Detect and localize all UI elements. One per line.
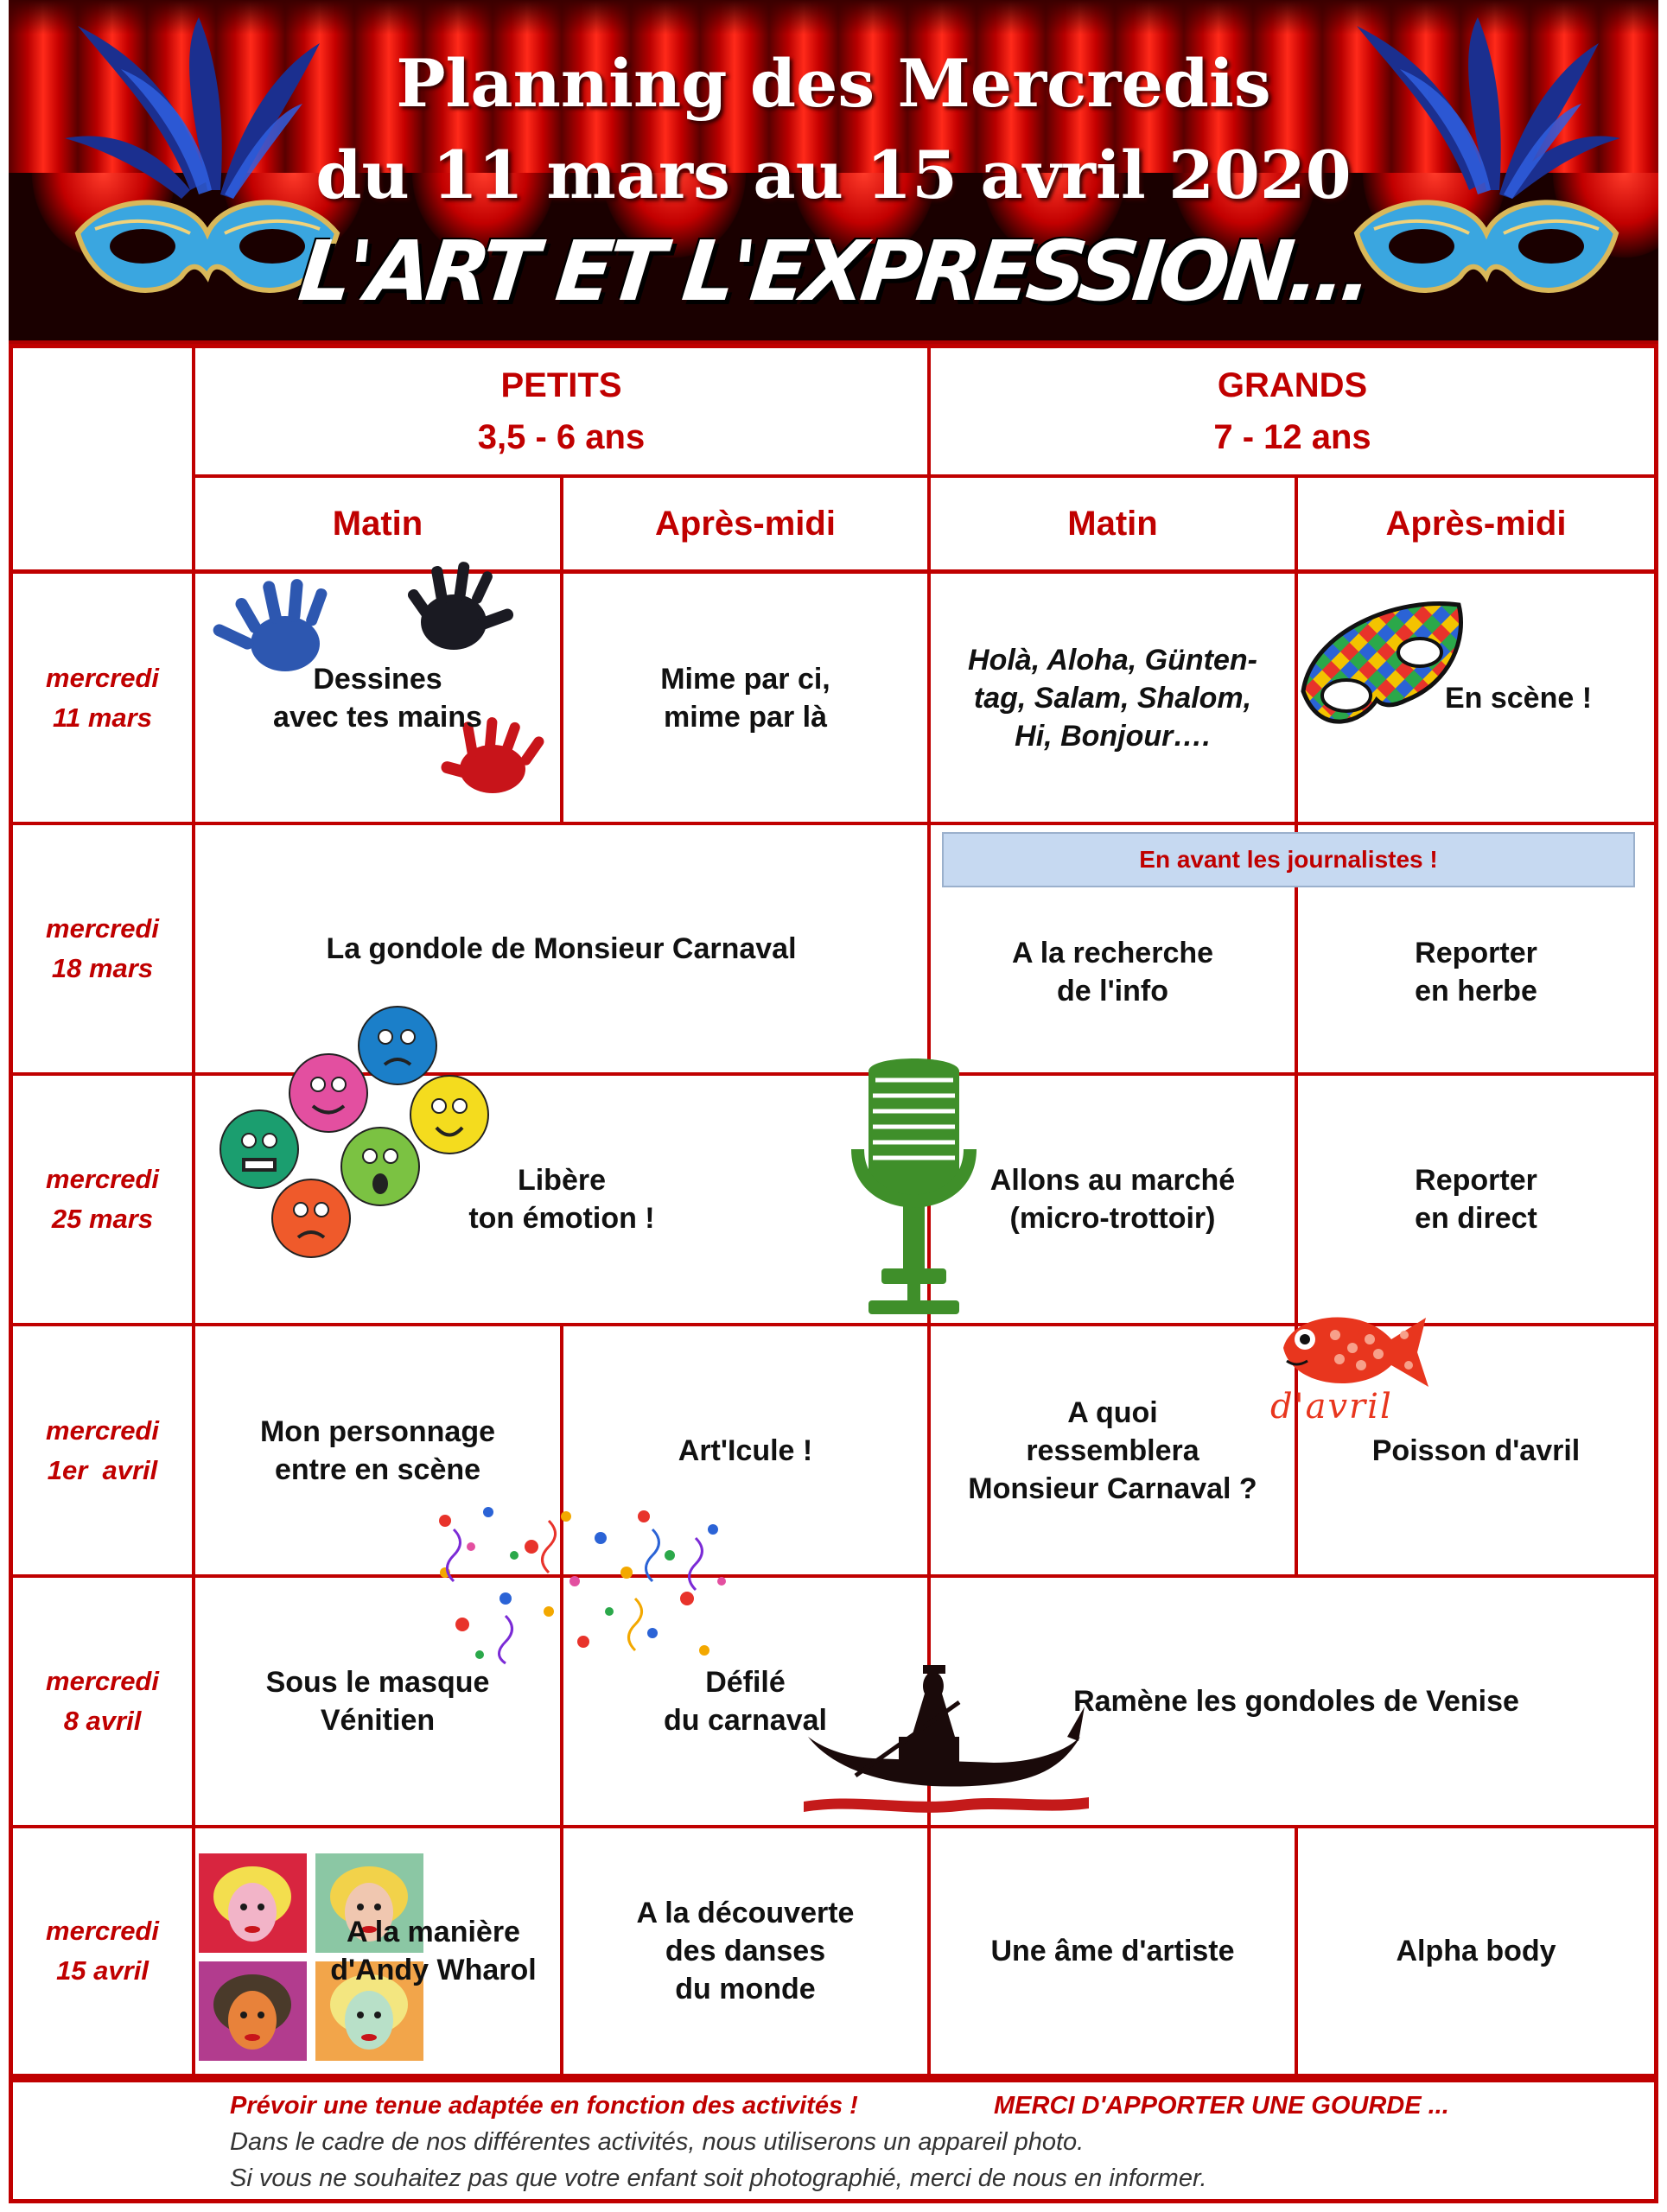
activity-text: Holà, Aloha, Günten- — [968, 643, 1257, 677]
activity-cell — [1298, 1326, 1654, 1574]
day-date: 11 mars — [53, 702, 152, 733]
day-label — [13, 1828, 192, 2074]
day-label — [13, 1076, 192, 1323]
day-date: 25 mars — [51, 1204, 154, 1234]
activity-cell — [195, 825, 927, 1072]
activity-text: de l'info — [1057, 975, 1168, 1007]
activity-cell — [195, 574, 560, 822]
activity-text: Hi, Bonjour…. — [1015, 719, 1211, 753]
group-ages: 3,5 - 6 ans — [477, 418, 646, 456]
footer-note-gourde: MERCI D'APPORTER UNE GOURDE ... — [994, 2092, 1449, 2120]
day-date: 18 mars — [51, 953, 154, 983]
activity-cell — [931, 574, 1295, 822]
day-weekday: mercredi — [46, 913, 159, 944]
day-date: 8 avril — [63, 1706, 142, 1736]
activity-text: Allons au marché — [989, 1164, 1236, 1197]
activity-cell — [307, 1828, 560, 2074]
slot-header-petits-matin: Matin — [332, 505, 423, 543]
activity-cell — [1020, 1578, 1573, 1825]
activity-text: en direct — [1415, 1202, 1537, 1235]
theme-title: L'ART ET L'EXPRESSION... — [294, 223, 1373, 320]
activity-text: Vénitien — [320, 1704, 436, 1737]
activity-text: Ramène les gondoles de Venise — [1073, 1685, 1519, 1718]
activity-text: Mime par ci, — [660, 662, 830, 696]
activity-text: tag, Salam, Shalom, — [973, 681, 1252, 715]
footer-note-photo: Dans le cadre de nos différentes activités, nous utiliserons un appareil photo. — [230, 2128, 1085, 2156]
activity-text: Défilé — [705, 1666, 786, 1699]
activity-cell — [563, 1578, 927, 1825]
group-ages: 7 - 12 ans — [1213, 418, 1371, 456]
slot-header-grands-matin: Matin — [1067, 505, 1158, 543]
day-label — [13, 1326, 192, 1574]
activity-cell — [195, 1326, 560, 1574]
day-weekday: mercredi — [46, 1414, 159, 1446]
activity-cell — [195, 1578, 560, 1825]
activity-cell — [563, 1326, 927, 1574]
activity-text: Alpha body — [1396, 1935, 1556, 1967]
activity-cell — [931, 1326, 1295, 1574]
activity-text: Reporter — [1415, 937, 1537, 969]
activity-text: avec tes mains — [273, 700, 482, 734]
group-header-petits — [195, 348, 927, 474]
activity-text: des danses — [665, 1935, 826, 1967]
day-weekday: mercredi — [46, 1164, 159, 1194]
activity-text: Poisson d'avril — [1371, 1433, 1581, 1467]
activity-text: d'Andy Wharol — [330, 1954, 537, 1986]
group-header-grands — [931, 348, 1654, 474]
journalistes-banner: En avant les journalistes ! — [942, 832, 1635, 887]
activity-cell — [1298, 1076, 1654, 1323]
day-label — [13, 825, 192, 1072]
footer-note-consent: Si vous ne souhaitez pas que votre enfant soit photographié, merci de nous en informer. — [230, 2164, 1207, 2192]
activity-text: Libère — [517, 1164, 607, 1197]
activity-cell — [931, 1828, 1295, 2074]
day-date: 1er avril — [47, 1454, 158, 1485]
activity-cell — [931, 1076, 1295, 1323]
activity-text: mime par là — [664, 700, 827, 734]
activity-cell — [563, 574, 927, 822]
page-title: Planning des Mercredis — [396, 45, 1271, 122]
table-border-right — [1654, 344, 1658, 2078]
day-weekday: mercredi — [46, 1916, 159, 1946]
activity-text: du monde — [675, 1973, 816, 2005]
activity-text: Mon personnage — [259, 1414, 496, 1448]
activity-text: A quoi — [1067, 1395, 1158, 1429]
activity-text: Reporter — [1415, 1164, 1537, 1197]
activity-text: ton émotion ! — [468, 1202, 655, 1235]
group-name: GRANDS — [1217, 366, 1368, 404]
slot-header-grands-aprem: Après-midi — [1385, 505, 1567, 543]
activity-text: entre en scène — [274, 1452, 481, 1486]
activity-cell — [1298, 1828, 1654, 2074]
day-label — [13, 1578, 192, 1825]
activity-text: A la recherche — [1011, 937, 1214, 969]
day-date: 15 avril — [56, 1955, 149, 1986]
activity-text: (micro-trottoir) — [1009, 1202, 1216, 1235]
fish-caption: d'avril — [1270, 1387, 1393, 1427]
activity-text: ressemblera — [1026, 1433, 1199, 1467]
activity-cell — [1298, 890, 1654, 1054]
day-weekday: mercredi — [46, 1666, 159, 1696]
activity-text: en herbe — [1415, 975, 1537, 1007]
day-label — [13, 574, 192, 822]
activity-cell — [931, 890, 1295, 1054]
activity-text: La gondole de Monsieur Carnaval — [326, 932, 797, 965]
activity-text: Dessines — [313, 662, 442, 696]
slot-header-petits-aprem: Après-midi — [655, 505, 836, 543]
footer-note-clothing: Prévoir une tenue adaptée en fonction des activités ! — [230, 2092, 858, 2120]
activity-text: En scène ! — [1444, 681, 1593, 715]
activity-text: du carnaval — [664, 1704, 827, 1737]
group-name: PETITS — [500, 366, 622, 404]
activity-cell — [563, 1828, 927, 2074]
activity-cell — [380, 1076, 743, 1323]
day-weekday: mercredi — [46, 662, 159, 693]
activity-text: A la manière — [347, 1916, 520, 1948]
activity-text: Une âme d'artiste — [990, 1935, 1235, 1967]
page-subtitle-dates: du 11 mars au 15 avril 2020 — [315, 137, 1352, 213]
activity-text: Sous le masque — [265, 1666, 490, 1699]
activity-cell — [1383, 574, 1654, 822]
activity-text: Monsieur Carnaval ? — [968, 1471, 1257, 1505]
activity-text: Art'Icule ! — [678, 1433, 813, 1467]
activity-text: A la découverte — [636, 1897, 855, 1929]
